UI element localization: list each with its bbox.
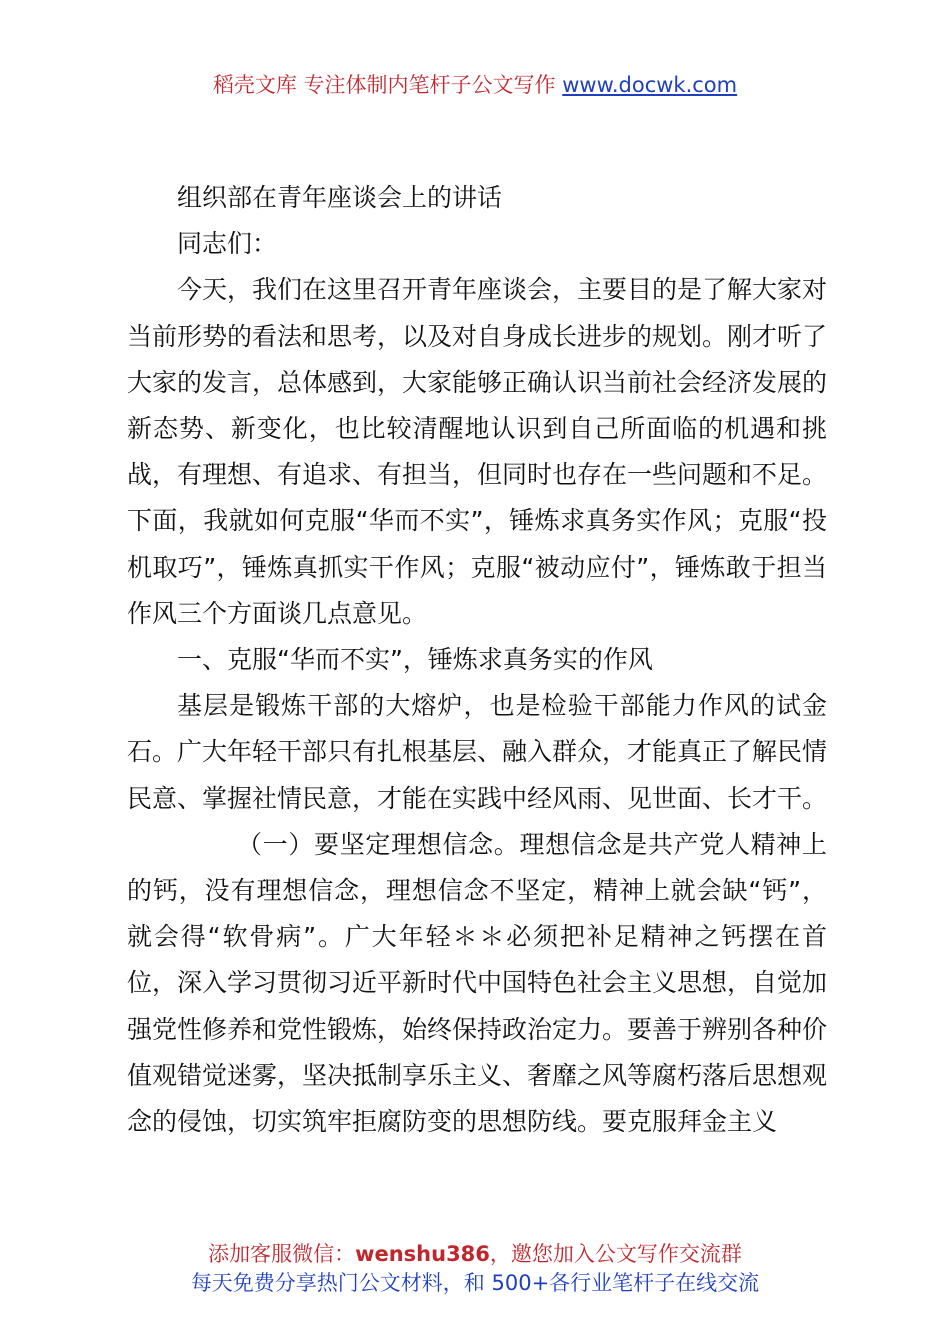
wechat-id: wenshu386 — [355, 1242, 490, 1266]
footer-share-line: 每天免费分享热门公文材料，和 500+各行业笔杆子在线交流 — [190, 1271, 760, 1295]
page-header — [0, 70, 950, 100]
section-heading: 一、克服“华而不实”，锤炼求真务实的作风 — [177, 645, 653, 675]
footer-suffix: ，邀您加入公文写作交流群 — [489, 1242, 742, 1266]
paragraph-ideals: （一）要坚定理想信念。理想信念是共产党人精神上的钙，没有理想信念，理想信念不坚定，精神上就会缺“钙”，就会得“软骨病”。广大年轻＊＊必须把补足精神之钙摆在首位，深入学习贯彻习近平新时代中国特色社会主义思想，自觉加强党性修养和党性锻炼，始终保持政治定力。要善于辨别各种价值观错觉迷雾，坚决抵制享乐主义、奢靡之风等腐朽落后思想观念的侵蚀，切实筑牢拒腐防变的思想防线。要克服拜金主义 — [127, 829, 828, 1137]
site-link[interactable]: www.docwk.com — [562, 73, 738, 97]
footer-wechat-line — [0, 1240, 950, 1269]
paragraph-grassroots: 基层是锻炼干部的大熔炉，也是检验干部能力作风的试金石。广大年轻干部只有扎根基层、融入群众，才能真正了解民情民意、掌握社情民意，才能在实践中经风雨、见世面、长才干。 — [127, 691, 828, 813]
document-title: 组织部在青年座谈会上的讲话 — [177, 183, 503, 212]
salutation: 同志们： — [177, 229, 278, 259]
paragraph-intro: 今天，我们在这里召开青年座谈会，主要目的是了解大家对当前形势的看法和思考，以及对自身成长进步的规划。刚才听了大家的发言，总体感到，大家能够正确认识当前社会经济发展的新态势、新变化，也比较清醒地认识到自己所面临的机遇和挑战，有理想、有追求、有担当，但同时也存在一些问题和不足。下面，我就如何克服“华而不实”，锤炼求真务实作风；克服“投机取巧”，锤炼真抓实干作风；克服“被动应付”，锤炼敢于担当作风三个方面谈几点意见。 — [127, 275, 828, 628]
brand-text: 稻壳文库 专注体制内笔杆子公文写作 — [212, 73, 556, 97]
footer-prefix: 添加客服微信： — [208, 1242, 356, 1266]
page-footer — [0, 1240, 950, 1298]
document-body — [127, 175, 827, 1145]
